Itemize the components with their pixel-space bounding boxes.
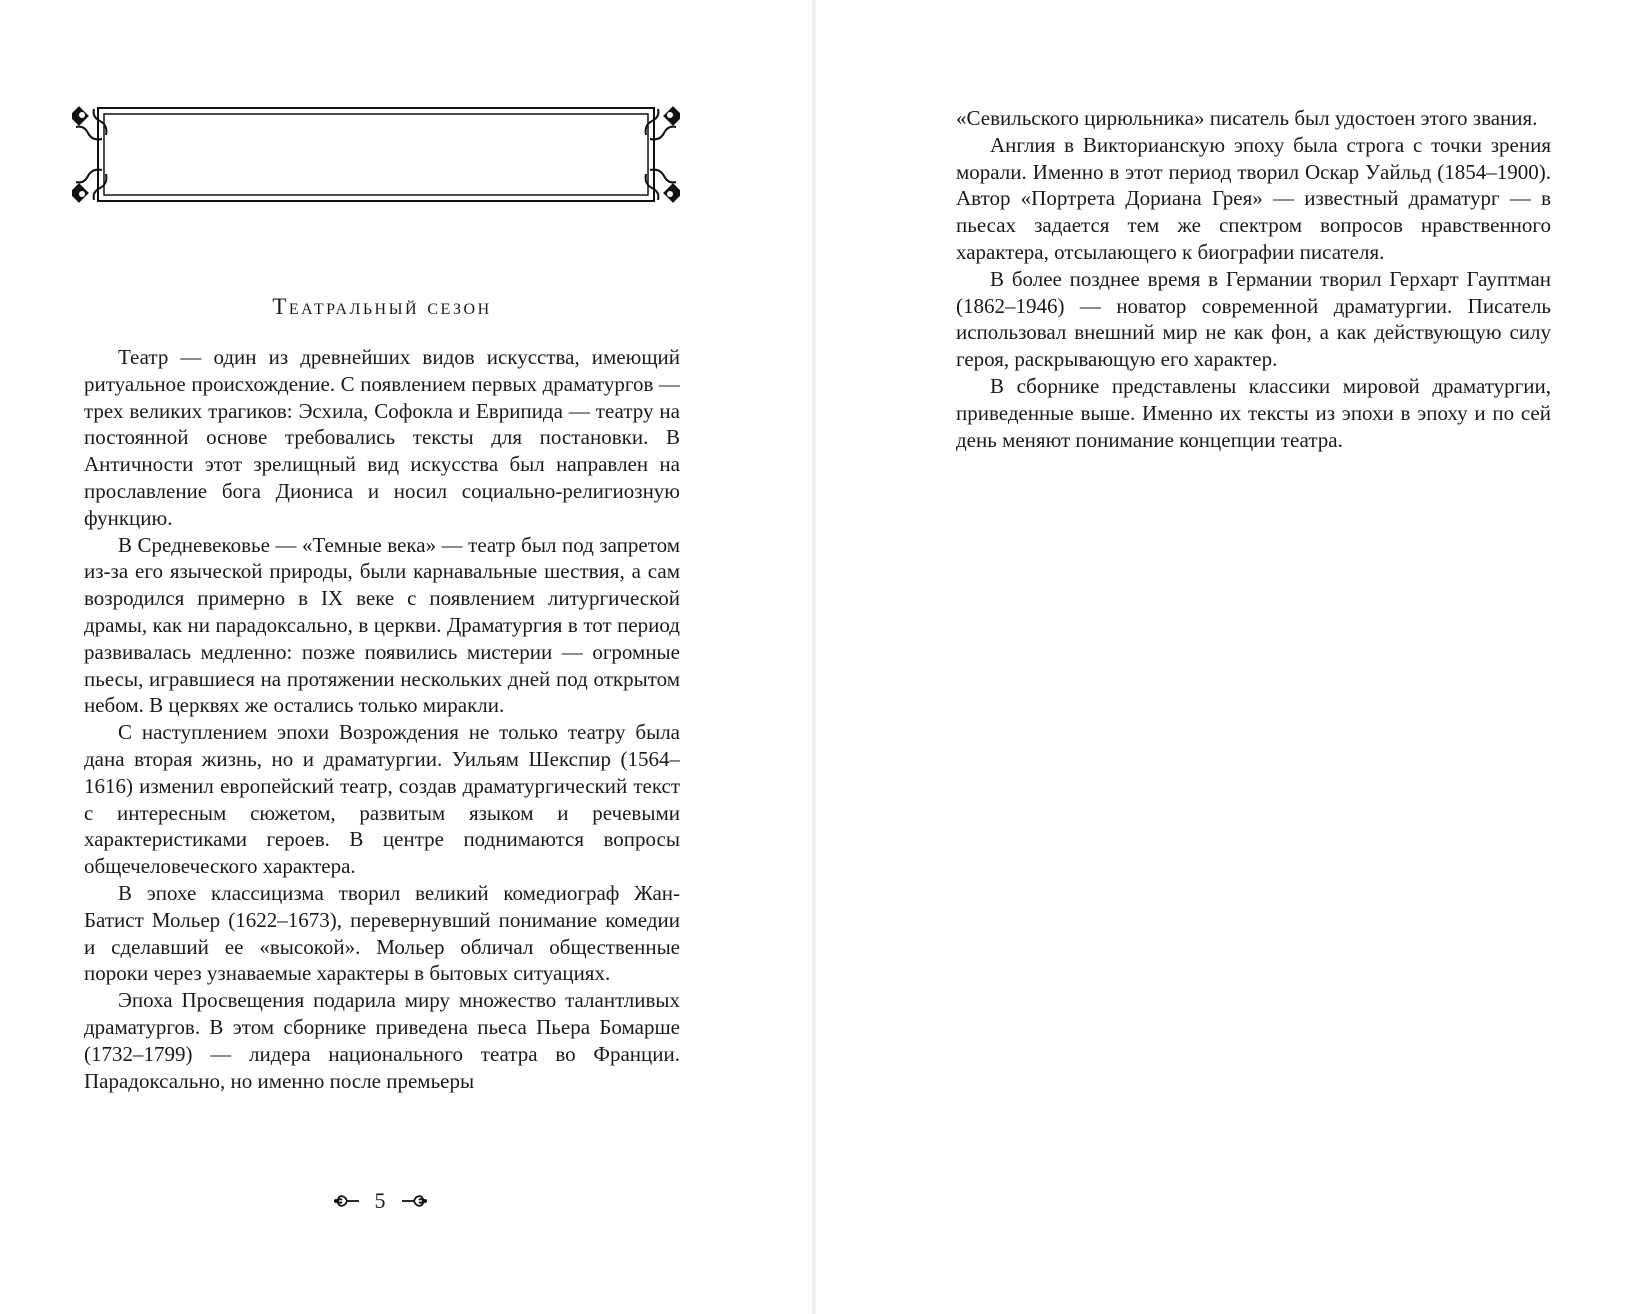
paragraph: В эпохе классицизма творил великий комедиограф Жан-Батист Мольер (1622–1673), перевернувший понимание комедии и сделавший ее «высокой». Мольер обличал общественные пороки через узнаваемые характеры в бытовых ситуациях. bbox=[84, 880, 680, 986]
scroll-ornament-right-icon bbox=[400, 1191, 428, 1211]
paragraph: Театр — один из древнейших видов искусства, имеющий ритуальное происхождение. С появлением первых драматургов — трех великих трагиков: Эсхила, Софокла и Еврипида — театру на постоянной основе требовались тексты для постановки. В Античности этот зрелищный вид искусства был направлен на прославление бога Диониса и носил социально-религиозную функцию. bbox=[84, 345, 680, 530]
paragraph: С наступлением эпохи Возрождения не только театру была дана вторая жизнь, но и драматургии. Уильям Шекспир (1564–1616) изменил европейский театр, создав драматургический текст с интересным сюжетом, развитым языком и речевыми характеристиками героев. В центре поднимаются вопросы общечеловеческого характера. bbox=[84, 720, 680, 879]
corner-flourish-icon bbox=[72, 106, 680, 203]
paragraph: В более позднее время в Германии творил Герхарт Гауптман (1862–1946) — новатор современной драматургии. Писатель использовал внешний мир не как фон, а как действующую силу героя, раскрывающую его характер. bbox=[956, 266, 1551, 372]
scroll-ornament-left-icon bbox=[333, 1191, 361, 1211]
left-page bbox=[0, 0, 812, 1314]
paragraph-continuation: «Севильского цирюльника» писатель был удостоен этого звания. bbox=[956, 106, 1538, 130]
paragraph: Англия в Викторианскую эпоху была строга с точки зрения морали. Именно в этот период творил Оскар Уайльд (1854–1900). Автор «Портрета Дориана Грея» — известный драматург — в пьесах задается тем же спектром вопросов нравственного характера, отсылающего к биографии писателя. bbox=[956, 132, 1551, 264]
ornamental-frame bbox=[72, 105, 680, 204]
right-page bbox=[816, 0, 1629, 1314]
paragraph: В сборнике представлены классики мировой драматургии, приведенные выше. Именно их тексты из эпохи в эпоху и по сей день меняют понимание концепции театра. bbox=[956, 373, 1551, 452]
left-page-body bbox=[84, 344, 680, 1094]
page-number-footer bbox=[300, 1188, 460, 1214]
paragraph: В Средневековье — «Темные века» — театр был под запретом из-за его языческой природы, были карнавальные шествия, а сам возродился примерно в IX веке с появлением литургической драмы, как ни парадоксально, в церкви. Драматургия в тот период развивалась медленно: позже появились мистерии — огромные пьесы, игравшиеся на протяжении нескольких дней под открытом небом. В церквях же остались только миракли. bbox=[84, 532, 680, 718]
right-page-body bbox=[956, 105, 1551, 453]
page-number: 5 bbox=[374, 1188, 386, 1213]
paragraph: Эпоха Просвещения подарила миру множество талантливых драматургов. В этом сборнике приведена пьеса Пьера Бомарше (1732–1799) — лидера национального театра во Франции. Парадоксально, но именно после премьеры bbox=[84, 988, 680, 1093]
chapter-title: Театральный сезон bbox=[272, 294, 492, 319]
